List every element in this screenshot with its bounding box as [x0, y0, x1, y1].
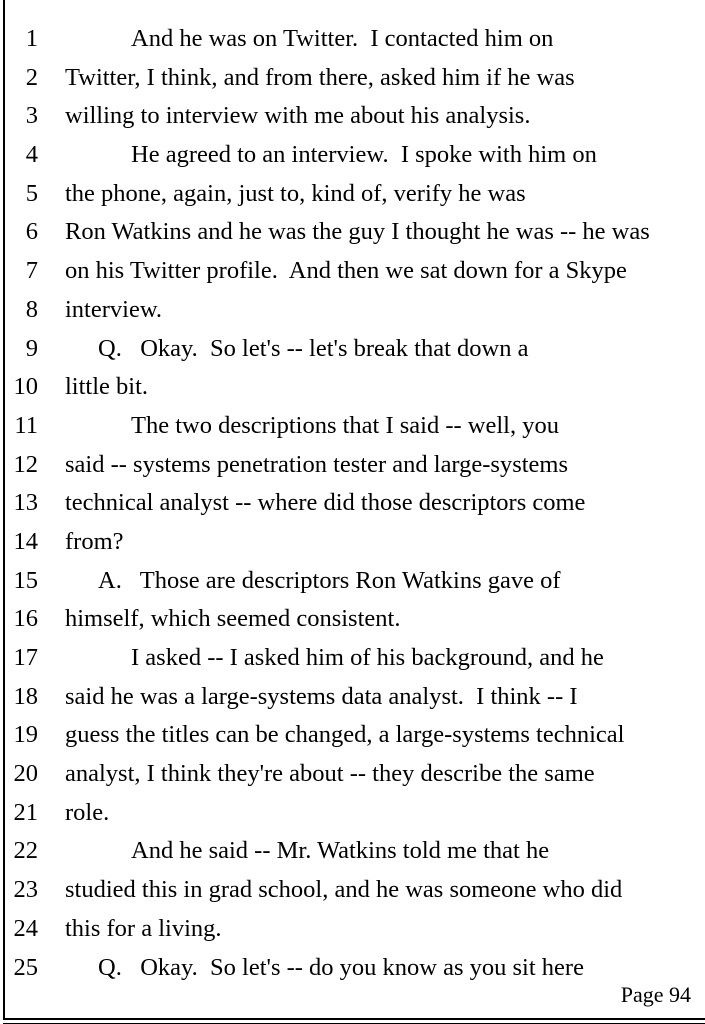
line-text: Twitter, I think, and from there, asked him if he was [65, 63, 575, 91]
line-text: little bit. [65, 373, 149, 401]
transcript-line [0, 136, 705, 175]
page-number: Page 94 [620, 982, 691, 1007]
transcript-line [0, 832, 705, 871]
line-number: 23 [13, 876, 38, 904]
line-number: 17 [13, 644, 38, 671]
line-text: said he was a large-systems data analyst. I think -- I [65, 682, 578, 710]
line-number: 8 [25, 295, 38, 323]
line-text: technical analyst -- where did those descriptors come [65, 489, 586, 517]
line-text: I asked -- I asked him of his background, and he [131, 644, 604, 671]
line-number: 21 [13, 798, 38, 826]
line-text: interview. [65, 295, 163, 323]
transcript-line [0, 59, 705, 98]
transcript-line [0, 407, 705, 446]
line-number: 15 [13, 566, 38, 594]
line-text: willing to interview with me about his analysis. [65, 102, 531, 130]
transcript-line [0, 252, 705, 291]
line-number: 24 [13, 914, 38, 942]
line-number: 4 [25, 141, 38, 169]
line-text: studied this in grad school, and he was someone who did [65, 876, 623, 904]
line-text: And he was on Twitter. I contacted him on [131, 25, 554, 52]
line-text: Q. Okay. So let's -- do you know as you sit here [98, 953, 584, 981]
line-text: this for a living. [65, 914, 222, 942]
line-number: 2 [25, 63, 38, 91]
line-text: A. Those are descriptors Ron Watkins gave of [98, 566, 561, 594]
line-text: on his Twitter profile. And then we sat down for a Skype [65, 257, 627, 285]
line-number: 10 [13, 373, 38, 401]
transcript-line [0, 562, 705, 601]
line-number: 14 [13, 527, 38, 555]
line-text: And he said -- Mr. Watkins told me that he [131, 837, 550, 865]
line-number: 12 [13, 450, 38, 478]
line-number: 5 [25, 179, 38, 207]
transcript-line [0, 330, 705, 369]
transcript-lines [0, 20, 705, 987]
transcript-line [0, 523, 705, 562]
line-text: Q. Okay. So let's -- let's break that down a [98, 334, 529, 362]
line-number: 16 [13, 605, 38, 633]
transcript-line [0, 368, 705, 407]
transcript-line [0, 446, 705, 485]
line-text: himself, which seemed consistent. [65, 605, 401, 633]
transcript-line [0, 639, 705, 678]
line-number: 18 [13, 682, 38, 710]
line-text: said -- systems penetration tester and large-systems [65, 450, 569, 478]
line-number: 11 [14, 411, 38, 439]
line-number: 3 [25, 102, 38, 130]
line-number: 6 [25, 218, 38, 246]
transcript-line [0, 20, 705, 59]
transcript-line [0, 97, 705, 136]
line-text: analyst, I think they're about -- they describe the same [65, 760, 595, 788]
transcript-line [0, 910, 705, 949]
transcript-line [0, 871, 705, 910]
line-number: 22 [13, 837, 38, 865]
line-text: The two descriptions that I said -- well, you [131, 411, 559, 439]
line-text: guess the titles can be changed, a large-systems technical [65, 721, 625, 749]
transcript-line [0, 600, 705, 639]
transcript-line [0, 291, 705, 330]
transcript-line [0, 213, 705, 252]
line-text: He agreed to an interview. I spoke with him on [131, 141, 597, 169]
line-text: the phone, again, just to, kind of, verify he was [65, 179, 526, 207]
line-number: 1 [25, 25, 38, 52]
transcript-line [0, 716, 705, 755]
line-text: Ron Watkins and he was the guy I thought he was -- he was [65, 218, 650, 246]
transcript-line [0, 678, 705, 717]
transcript-line [0, 755, 705, 794]
line-number: 25 [13, 953, 38, 981]
line-text: from? [65, 527, 124, 555]
transcript-line [0, 484, 705, 523]
line-number: 19 [13, 721, 38, 749]
transcript-line [0, 175, 705, 214]
line-number: 9 [25, 334, 38, 362]
bottom-border-rule [3, 1018, 705, 1020]
line-text: role. [65, 798, 110, 826]
line-number: 7 [25, 257, 38, 285]
transcript-line [0, 794, 705, 833]
line-number: 20 [13, 760, 38, 788]
line-number: 13 [13, 489, 38, 517]
transcript-line [0, 949, 705, 988]
